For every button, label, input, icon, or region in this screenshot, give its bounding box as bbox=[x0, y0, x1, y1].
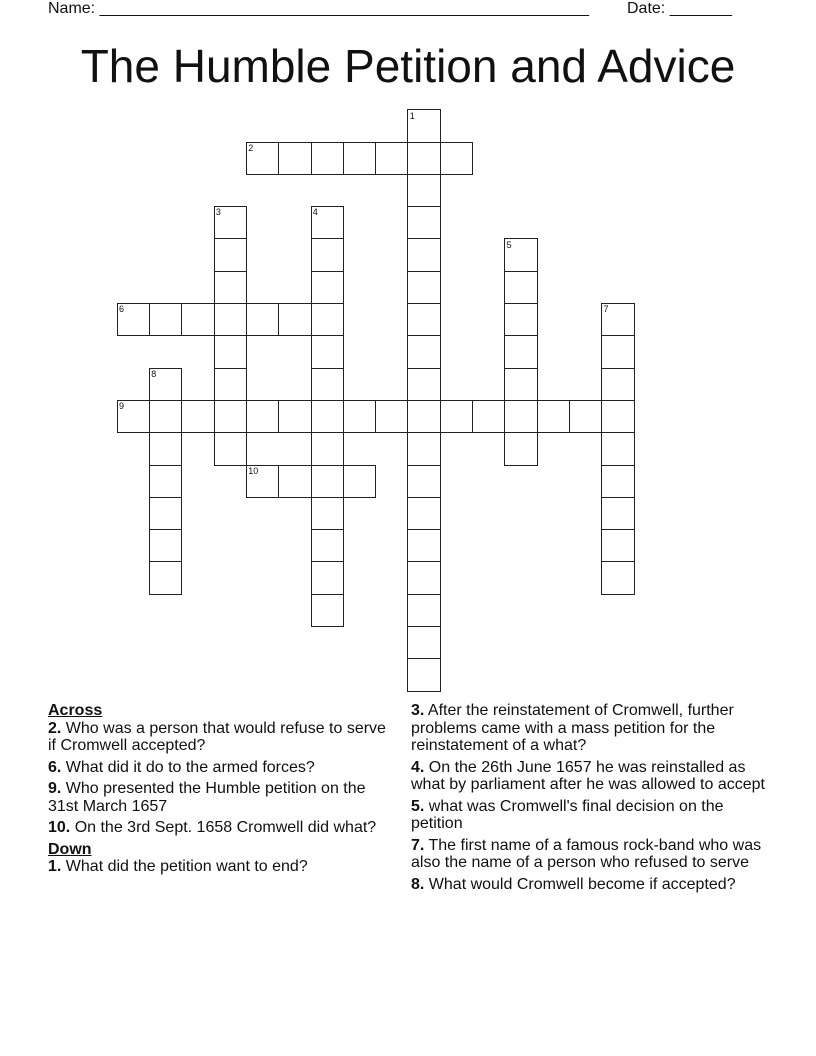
grid-cell[interactable] bbox=[407, 529, 440, 562]
down-heading: Down bbox=[48, 840, 92, 858]
grid-cell[interactable] bbox=[407, 142, 440, 175]
grid-cell[interactable] bbox=[214, 368, 247, 401]
grid-cell[interactable] bbox=[278, 400, 311, 433]
grid-cell[interactable] bbox=[214, 335, 247, 368]
grid-cell[interactable] bbox=[601, 400, 634, 433]
clue-number: 7. bbox=[411, 836, 425, 854]
grid-cell[interactable] bbox=[181, 303, 214, 336]
grid-cell[interactable] bbox=[407, 238, 440, 271]
clue-number-label: 8 bbox=[151, 368, 157, 379]
grid-cell[interactable] bbox=[407, 432, 440, 465]
clue-item bbox=[411, 837, 771, 872]
grid-cell[interactable] bbox=[343, 142, 376, 175]
grid-cell[interactable] bbox=[311, 465, 344, 498]
clues-right-column bbox=[411, 702, 771, 897]
grid-cell[interactable] bbox=[407, 206, 440, 239]
grid-cell[interactable] bbox=[311, 142, 344, 175]
clue-number-label: 9 bbox=[119, 401, 125, 412]
grid-cell[interactable] bbox=[407, 658, 440, 691]
clue-text: What did the petition want to end? bbox=[61, 858, 308, 875]
grid-cell[interactable] bbox=[214, 303, 247, 336]
grid-cell[interactable] bbox=[472, 400, 505, 433]
clue-text: what was Cromwell's final decision on the petition bbox=[411, 797, 724, 832]
grid-cell[interactable] bbox=[149, 529, 182, 562]
clue-number: 3. bbox=[411, 702, 425, 719]
clue-text: On the 3rd Sept. 1658 Cromwell did what? bbox=[70, 819, 377, 836]
clue-text: On the 26th June 1657 he was reinstalled as what by parliament after he was allowed to accept bbox=[411, 758, 765, 793]
grid-cell[interactable] bbox=[311, 497, 344, 530]
clue-item bbox=[48, 819, 388, 837]
clue-item bbox=[411, 798, 771, 833]
grid-cell[interactable] bbox=[601, 432, 634, 465]
grid-cell[interactable] bbox=[407, 303, 440, 336]
grid-cell[interactable] bbox=[311, 561, 344, 594]
grid-cell[interactable] bbox=[246, 400, 279, 433]
grid-cell[interactable] bbox=[601, 465, 634, 498]
clue-text: After the reinstatement of Cromwell, further problems came with a mass petition for the reinstatement of a what? bbox=[411, 702, 734, 754]
grid-cell[interactable] bbox=[504, 400, 537, 433]
clues-left-column bbox=[48, 702, 388, 880]
name-field-label: Name: _______________________________________________________ bbox=[48, 0, 589, 17]
grid-cell[interactable] bbox=[407, 465, 440, 498]
clue-number: 5. bbox=[411, 797, 425, 815]
page-title: The Humble Petition and Advice bbox=[80, 40, 736, 92]
date-field-label: Date: _______ bbox=[627, 0, 732, 17]
grid-cell[interactable] bbox=[601, 529, 634, 562]
grid-cell[interactable] bbox=[601, 561, 634, 594]
clue-text: Who was a person that would refuse to serve if Cromwell accepted? bbox=[48, 719, 386, 754]
clue-number: 4. bbox=[411, 758, 425, 776]
grid-cell[interactable] bbox=[407, 626, 440, 659]
clue-number-label: 6 bbox=[119, 304, 125, 315]
grid-cell[interactable] bbox=[311, 271, 344, 304]
grid-cell[interactable] bbox=[311, 400, 344, 433]
clue-number-label: 5 bbox=[506, 239, 512, 250]
grid-cell[interactable] bbox=[214, 271, 247, 304]
grid-cell[interactable] bbox=[569, 400, 602, 433]
grid-cell[interactable] bbox=[504, 432, 537, 465]
clue-number: 8. bbox=[411, 875, 425, 893]
grid-cell[interactable] bbox=[214, 238, 247, 271]
clue-number-label: 7 bbox=[603, 304, 609, 315]
grid-cell[interactable] bbox=[214, 432, 247, 465]
clue-number-label: 2 bbox=[248, 142, 254, 153]
clue-number: 2. bbox=[48, 719, 62, 737]
grid-cell[interactable] bbox=[149, 400, 182, 433]
grid-cell[interactable] bbox=[504, 368, 537, 401]
grid-cell[interactable] bbox=[601, 497, 634, 530]
grid-cell[interactable] bbox=[407, 497, 440, 530]
grid-cell[interactable] bbox=[407, 368, 440, 401]
grid-cell[interactable] bbox=[181, 400, 214, 433]
clue-item bbox=[48, 780, 388, 815]
across-heading: Across bbox=[48, 702, 103, 719]
grid-cell[interactable] bbox=[311, 238, 344, 271]
grid-cell[interactable] bbox=[311, 529, 344, 562]
clue-text: The first name of a famous rock-band who was also the name of a person who refused to serve bbox=[411, 836, 762, 871]
grid-cell[interactable] bbox=[246, 303, 279, 336]
clue-number-label: 10 bbox=[248, 465, 259, 476]
clue-number: 9. bbox=[48, 780, 62, 797]
grid-cell[interactable] bbox=[504, 303, 537, 336]
grid-cell[interactable] bbox=[149, 465, 182, 498]
clue-item bbox=[48, 858, 388, 876]
grid-cell[interactable] bbox=[311, 368, 344, 401]
clue-number: 6. bbox=[48, 758, 62, 776]
clue-item bbox=[411, 759, 771, 794]
clue-number: 10. bbox=[48, 819, 71, 836]
grid-cell[interactable] bbox=[537, 400, 570, 433]
grid-cell[interactable] bbox=[504, 335, 537, 368]
grid-cell[interactable] bbox=[214, 400, 247, 433]
grid-cell[interactable] bbox=[440, 400, 473, 433]
grid-cell[interactable] bbox=[343, 465, 376, 498]
down-clue-list-continued bbox=[411, 702, 771, 893]
grid-cell[interactable] bbox=[407, 174, 440, 207]
grid-cell[interactable] bbox=[407, 594, 440, 627]
down-clue-list bbox=[48, 858, 388, 876]
grid-cell[interactable] bbox=[407, 400, 440, 433]
grid-cell[interactable] bbox=[149, 497, 182, 530]
clue-number-label: 1 bbox=[409, 110, 415, 121]
clue-item bbox=[48, 720, 388, 755]
clue-text: What did it do to the armed forces? bbox=[61, 758, 315, 776]
clue-text: What would Cromwell become if accepted? bbox=[424, 875, 736, 893]
clue-number-label: 3 bbox=[215, 207, 221, 218]
grid-cell[interactable] bbox=[375, 142, 408, 175]
grid-cell[interactable] bbox=[311, 432, 344, 465]
grid-cell[interactable] bbox=[311, 303, 344, 336]
grid-cell[interactable] bbox=[149, 432, 182, 465]
clue-number-label: 4 bbox=[312, 207, 318, 218]
clue-item bbox=[411, 702, 771, 755]
grid-cell[interactable] bbox=[343, 400, 376, 433]
clue-item bbox=[48, 759, 388, 777]
grid-cell[interactable] bbox=[278, 303, 311, 336]
grid-cell[interactable] bbox=[407, 335, 440, 368]
grid-cell[interactable] bbox=[440, 142, 473, 175]
grid-cell[interactable] bbox=[407, 561, 440, 594]
clue-number: 1. bbox=[48, 858, 62, 875]
grid-cell[interactable] bbox=[504, 271, 537, 304]
grid-cell[interactable] bbox=[278, 142, 311, 175]
grid-cell[interactable] bbox=[311, 335, 344, 368]
grid-cell[interactable] bbox=[149, 303, 182, 336]
clue-text: Who presented the Humble petition on the 31st March 1657 bbox=[48, 780, 366, 815]
grid-cell[interactable] bbox=[278, 465, 311, 498]
across-clue-list bbox=[48, 720, 388, 837]
clue-item bbox=[411, 876, 771, 894]
grid-cell[interactable] bbox=[149, 561, 182, 594]
grid-cell[interactable] bbox=[375, 400, 408, 433]
grid-cell[interactable] bbox=[601, 335, 634, 368]
grid-cell[interactable] bbox=[407, 271, 440, 304]
grid-cell[interactable] bbox=[601, 368, 634, 401]
grid-cell[interactable] bbox=[311, 594, 344, 627]
